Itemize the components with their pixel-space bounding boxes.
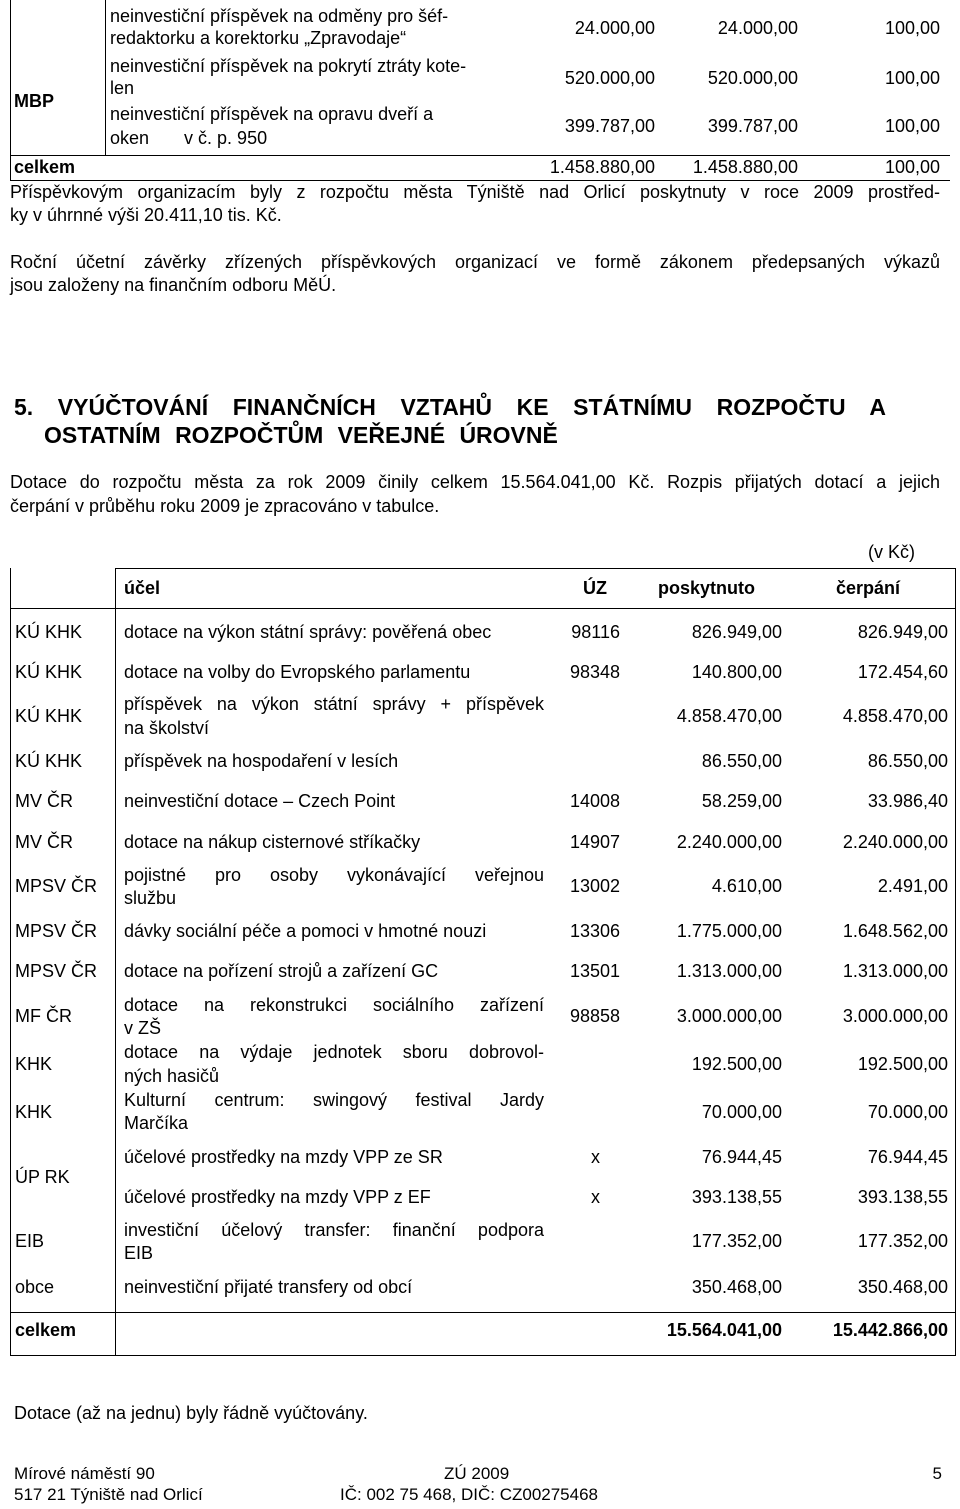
grant-provided: 70.000,00 [701,1102,782,1122]
header-purpose: účel [124,578,161,598]
grant-source: MPSV ČR [15,921,98,941]
grants-border [10,568,11,1356]
header-provided: poskytnuto [658,578,755,598]
mbp-row-desc-line: neinvestiční příspěvek na pokrytí ztráty kote- [110,56,467,76]
mbp-row-v2: 24.000,00 [717,18,798,38]
footer-ids: IČ: 002 75 468, DIČ: CZ00275468 [340,1485,598,1504]
footer-document-title: ZÚ 2009 [444,1464,510,1483]
paragraph-line: Dotace do rozpočtu města za rok 2009 činily celkem 15.564.041,00 Kč. Rozpis přijatých dotací a jejich [10,472,940,492]
grant-purpose-line: EIB [124,1243,154,1263]
grants-col-divider [115,568,116,1356]
grant-spent: 826.949,00 [857,622,948,642]
grant-uz: 13501 [569,961,620,981]
grants-total-provided: 15.564.041,00 [666,1320,782,1340]
mbp-group-label: MBP [14,91,54,111]
grant-source: EIB [15,1231,45,1251]
grant-spent: 86.550,00 [867,751,948,771]
grant-uz: 14008 [569,791,620,811]
grant-purpose-line: pojistné pro osoby vykonávající veřejnou [124,865,544,885]
grant-purpose-line: dotace na rekonstrukci sociálního zařízení [124,995,544,1015]
grants-total-label: celkem [15,1320,77,1340]
grant-uz: 13306 [569,921,620,941]
grant-provided: 140.800,00 [691,662,782,682]
grant-spent: 350.468,00 [857,1277,948,1297]
mbp-row-v1: 520.000,00 [564,68,655,88]
grant-source: KHK [15,1054,53,1074]
mbp-row-desc-line: len [110,78,135,98]
grant-purpose-line: dávky sociální péče a pomoci v hmotné nouzi [124,921,487,941]
grant-source: KÚ KHK [15,706,83,726]
mbp-row-v1: 399.787,00 [564,116,655,136]
section-heading: OSTATNÍM ROZPOČTŮM VEŘEJNÉ ÚROVNĚ [44,422,558,448]
page-number: 5 [932,1464,942,1483]
grant-source: KÚ KHK [15,622,83,642]
grant-uz: 13002 [569,876,620,896]
mbp-row-pct: 100,00 [884,18,940,38]
grants-hline [115,568,956,569]
grant-provided: 3.000.000,00 [676,1006,782,1026]
paragraph-line: Roční účetní závěrky zřízených příspěvkových organizací ve formě zákonem předepsaných výkazů [10,252,940,272]
grant-provided: 4.858.470,00 [676,706,782,726]
grant-purpose-line: dotace na volby do Evropského parlamentu [124,662,471,682]
mbp-row-pct: 100,00 [884,68,940,88]
grant-purpose-line: příspěvek na hospodaření v lesích [124,751,399,771]
mbp-row-desc-line: redaktorku a korektorku „Zpravodaje“ [110,28,407,48]
mbp-row-pct: 100,00 [884,116,940,136]
grant-source: obce [15,1277,55,1297]
footer-address-street: Mírové náměstí 90 [14,1464,155,1483]
grant-spent: 2.491,00 [877,876,948,896]
paragraph-line: ky v úhrnné výši 20.411,10 tis. Kč. [10,205,282,225]
grant-purpose-line: dotace na nákup cisternové stříkačky [124,832,421,852]
grant-spent: 1.313.000,00 [842,961,948,981]
grants-hline [10,608,956,609]
grant-spent: 76.944,45 [867,1147,948,1167]
grant-provided: 1.313.000,00 [676,961,782,981]
paragraph-line: jsou založeny na finančním odboru MěÚ. [10,275,337,295]
grant-provided: 350.468,00 [691,1277,782,1297]
grant-provided: 1.775.000,00 [676,921,782,941]
grant-spent: 172.454,60 [857,662,948,682]
grant-spent: 192.500,00 [857,1054,948,1074]
grant-source: ÚP RK [15,1167,70,1187]
mbp-total-v2: 1.458.880,00 [692,157,798,177]
grant-provided: 177.352,00 [691,1231,782,1251]
mbp-total-v1: 1.458.880,00 [549,157,655,177]
grant-purpose-line: dotace na výkon státní správy: pověřená obec [124,622,492,642]
mbp-total-label: celkem [14,157,76,177]
grant-spent: 3.000.000,00 [842,1006,948,1026]
grants-hline [10,1355,956,1356]
grant-spent: 70.000,00 [867,1102,948,1122]
mbp-row-v2: 399.787,00 [707,116,798,136]
grant-purpose-line: dotace na výdaje jednotek sboru dobrovol- [124,1042,544,1062]
grant-purpose-line: službu [124,888,177,908]
paragraph-line: Příspěvkovým organizacím byly z rozpočtu města Týniště nad Orlicí poskytnuty v roce 2009 prostřed- [10,182,940,202]
grant-purpose-line: neinvestiční přijaté transfery od obcí [124,1277,413,1297]
grant-spent: 2.240.000,00 [842,832,948,852]
grant-spent: 393.138,55 [857,1187,948,1207]
grant-purpose-line: ných hasičů [124,1066,220,1086]
grant-provided: 76.944,45 [701,1147,782,1167]
grant-uz: 98116 [571,622,620,642]
grant-source: MPSV ČR [15,961,98,981]
grant-spent: 4.858.470,00 [842,706,948,726]
grants-hline [10,1312,956,1313]
header-uz: ÚZ [583,578,607,598]
grant-source: MV ČR [15,832,73,852]
grant-purpose-line: na školství [124,718,210,738]
mbp-left-border [10,0,11,181]
grant-spent: 177.352,00 [857,1231,948,1251]
grant-provided: 86.550,00 [701,751,782,771]
closing-note: Dotace (až na jednu) byly řádně vyúčtovány. [14,1403,368,1423]
grant-source: MPSV ČR [15,876,98,896]
unit-note: (v Kč) [868,542,915,562]
mbp-hline [10,155,950,156]
grant-uz: 98858 [569,1006,620,1026]
header-spent: čerpání [836,578,901,598]
paragraph-line: čerpání v průběhu roku 2009 je zpracováno v tabulce. [10,496,440,516]
mbp-row-desc-line: neinvestiční příspěvek na odměny pro šéf- [110,6,449,26]
grant-provided: 826.949,00 [691,622,782,642]
grant-purpose-line: účelové prostředky na mzdy VPP ze SR [124,1147,443,1167]
grant-uz: 98348 [569,662,620,682]
mbp-row-v1: 24.000,00 [574,18,655,38]
grant-source: MF ČR [15,1006,72,1026]
grant-provided: 393.138,55 [691,1187,782,1207]
grants-border [955,568,956,1356]
grant-provided: 192.500,00 [691,1054,782,1074]
footer-address-city: 517 21 Týniště nad Orlicí [14,1485,203,1504]
grant-source: KÚ KHK [15,662,83,682]
mbp-row-desc-line: neinvestiční příspěvek na opravu dveří a [110,104,434,124]
grant-purpose-line: investiční účelový transfer: finanční podpora [124,1220,544,1240]
section-heading: 5. VYÚČTOVÁNÍ FINANČNÍCH VZTAHŮ KE STÁTNÍMU ROZPOČTU A [14,394,886,420]
grant-purpose-line: v ZŠ [124,1018,162,1038]
mbp-hline [10,180,950,181]
grant-provided: 58.259,00 [701,791,782,811]
grant-source: KÚ KHK [15,751,83,771]
grant-uz: 14907 [569,832,620,852]
grant-provided: 4.610,00 [711,876,782,896]
grant-purpose-line: Marčíka [124,1113,189,1133]
mbp-row-v2: 520.000,00 [707,68,798,88]
grants-total-spent: 15.442.866,00 [832,1320,948,1340]
grant-spent: 33.986,40 [867,791,948,811]
grant-source: KHK [15,1102,53,1122]
grant-source: MV ČR [15,791,73,811]
grant-purpose-line: dotace na pořízení strojů a zařízení GC [124,961,439,981]
mbp-divider [105,0,106,155]
mbp-total-pct: 100,00 [884,157,940,177]
grant-purpose-line: neinvestiční dotace – Czech Point [124,791,396,811]
grant-purpose-line: účelové prostředky na mzdy VPP z EF [124,1187,431,1207]
grant-provided: 2.240.000,00 [676,832,782,852]
grant-uz: x [591,1147,600,1167]
grant-spent: 1.648.562,00 [842,921,948,941]
grant-uz: x [591,1187,600,1207]
grant-purpose-line: příspěvek na výkon státní správy + příspěvek [124,694,544,714]
mbp-row-desc-line: oken v č. p. 950 [110,128,268,148]
grant-purpose-line: Kulturní centrum: swingový festival Jardy [124,1090,544,1110]
